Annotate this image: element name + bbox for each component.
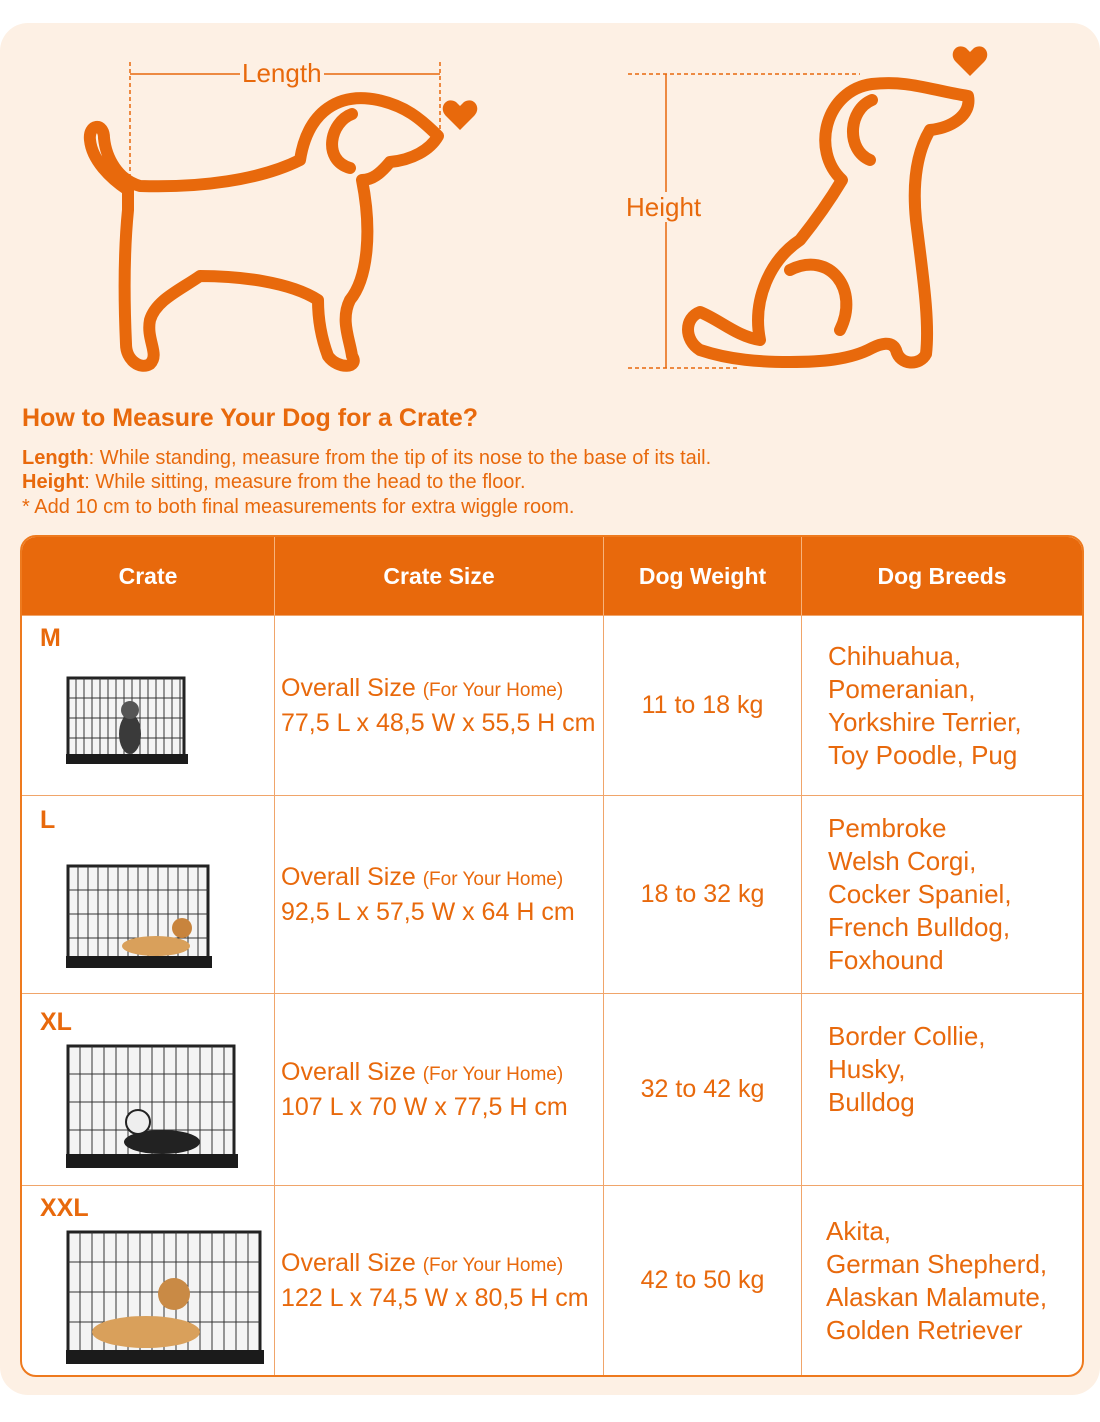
- crate-dimensions: 107 L x 70 W x 77,5 H cm: [281, 1093, 568, 1121]
- table-row: [22, 1185, 1082, 1375]
- size-label: L: [40, 806, 56, 834]
- for-home-label: (For Your Home): [422, 680, 564, 701]
- breed-line: Akita,: [826, 1215, 892, 1246]
- breed-line: Toy Poodle, Pug: [828, 739, 1018, 770]
- crate-dimensions: 122 L x 74,5 W x 80,5 H cm: [281, 1284, 589, 1312]
- for-home-label: (For Your Home): [422, 1255, 564, 1276]
- length-term: Length: [22, 447, 89, 469]
- size-label: XL: [40, 1008, 72, 1036]
- dog-breeds-cell: [802, 1185, 1082, 1375]
- measurement-diagram: [0, 0, 1100, 400]
- crate-image: [66, 862, 212, 970]
- dog-breeds-cell: [802, 993, 1082, 1185]
- height-term: Height: [22, 471, 85, 493]
- height-text: : While sitting, measure from the head to the floor.: [84, 471, 526, 493]
- length-text: : While standing, measure from the tip of its nose to the base of its tail.: [88, 447, 712, 469]
- breed-line: German Shepherd,: [826, 1248, 1048, 1279]
- for-home-label: (For Your Home): [422, 1064, 564, 1085]
- size-label: XXL: [40, 1194, 89, 1222]
- breed-line: Cocker Spaniel,: [828, 879, 1012, 909]
- table-row: [22, 993, 1082, 1185]
- dog-breeds-cell: [802, 795, 1082, 993]
- standing-dog-icon: [90, 98, 438, 366]
- crate-image: [66, 674, 188, 766]
- breed-line: Chihuahua,: [828, 640, 961, 671]
- breed-line: French Bulldog,: [828, 912, 1011, 942]
- size-label: M: [40, 624, 61, 652]
- heart-icon: [443, 100, 478, 130]
- dog-weight-cell: 42 to 50 kg: [604, 1185, 802, 1375]
- crate-cell: [22, 1185, 275, 1375]
- breed-line: Welsh Corgi,: [828, 846, 977, 876]
- overall-size-label: Overall Size: [281, 674, 416, 702]
- header-dog-weight: Dog Weight: [604, 537, 802, 615]
- dog-breeds-cell: [802, 615, 1082, 795]
- dog-weight-cell: 18 to 32 kg: [604, 795, 802, 993]
- table-row: [22, 615, 1082, 795]
- breed-line: Bulldog: [828, 1087, 915, 1117]
- length-instruction: [22, 446, 711, 470]
- breed-line: Foxhound: [828, 945, 944, 975]
- crate-cell: [22, 795, 275, 993]
- height-instruction: [22, 470, 526, 494]
- crate-size-table: [20, 535, 1084, 1377]
- header-crate: Crate: [22, 537, 275, 615]
- height-label: Height: [626, 192, 702, 222]
- crate-cell: [22, 615, 275, 795]
- breed-line: Yorkshire Terrier,: [828, 706, 1022, 737]
- crate-size-cell: [275, 615, 604, 795]
- breed-line: Pembroke: [828, 813, 947, 843]
- breed-line: Husky,: [828, 1054, 906, 1084]
- diagram-drawing: [0, 0, 1100, 400]
- heart-icon: [953, 46, 988, 76]
- breed-line: Alaskan Malamute,: [826, 1281, 1048, 1312]
- crate-dimensions: 77,5 L x 48,5 W x 55,5 H cm: [281, 709, 596, 737]
- table-row: [22, 795, 1082, 993]
- crate-image: [66, 1042, 238, 1170]
- sitting-dog-icon: [688, 83, 968, 362]
- crate-size-cell: [275, 993, 604, 1185]
- guide-heading: How to Measure Your Dog for a Crate?: [22, 404, 479, 432]
- table-header-row: [22, 537, 1082, 615]
- breed-line: Pomeranian,: [828, 673, 976, 704]
- length-label: Length: [242, 58, 322, 88]
- overall-size-label: Overall Size: [281, 1058, 416, 1086]
- crate-cell: [22, 993, 275, 1185]
- header-crate-size: Crate Size: [275, 537, 604, 615]
- dog-weight-cell: 11 to 18 kg: [604, 615, 802, 795]
- breed-line: Golden Retriever: [826, 1314, 1023, 1345]
- for-home-label: (For Your Home): [422, 869, 564, 890]
- wiggle-room-note: * Add 10 cm to both final measurements for extra wiggle room.: [22, 496, 575, 518]
- crate-size-cell: [275, 795, 604, 993]
- crate-dimensions: 92,5 L x 57,5 W x 64 H cm: [281, 898, 575, 926]
- crate-size-cell: [275, 1185, 604, 1375]
- header-dog-breeds: Dog Breeds: [802, 537, 1082, 615]
- crate-image: [66, 1228, 264, 1366]
- dog-weight-cell: 32 to 42 kg: [604, 993, 802, 1185]
- overall-size-label: Overall Size: [281, 1249, 416, 1277]
- breed-line: Border Collie,: [828, 1021, 986, 1051]
- overall-size-label: Overall Size: [281, 863, 416, 891]
